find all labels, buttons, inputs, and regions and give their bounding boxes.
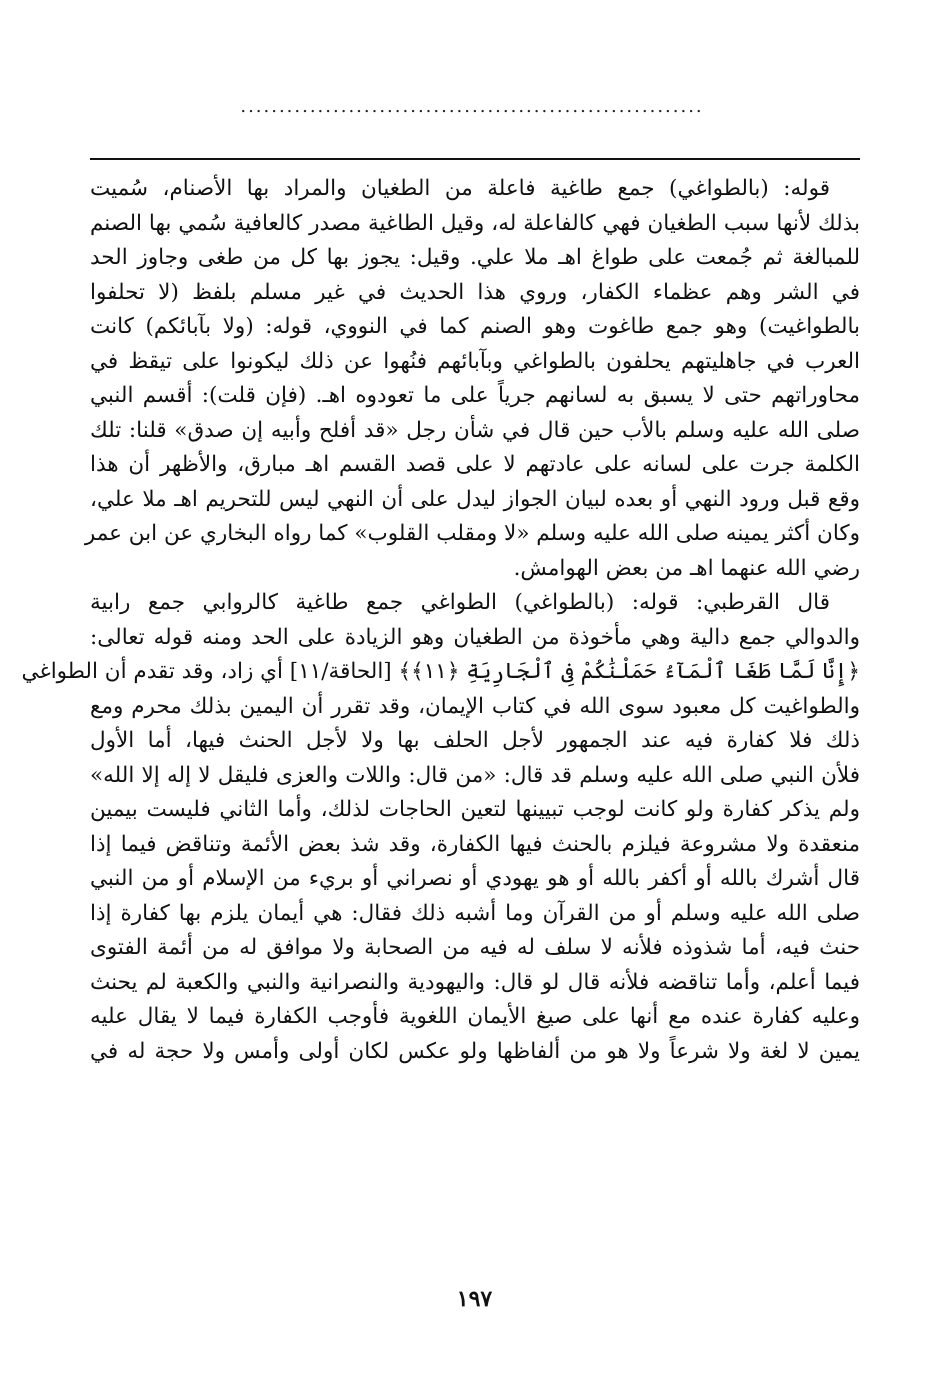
text-line: للمبالغة ثم جُمعت على طواغ اهـ ملا علي. وقيل: يجوز بها كل من طغى وجاوز الحد xyxy=(90,245,860,270)
body-text xyxy=(21,172,860,1069)
text-line: والدوالي جمع دالية وهي مأخوذة من الطغيان وهو الزيادة على الحد ومنه قوله تعالى: xyxy=(90,624,860,650)
text-line: بذلك لأنها سبب الطغيان فهي كالفاعلة له، وقيل الطاغية مصدر كالعافية سُمي بها الصنم xyxy=(90,210,860,236)
text-line: وعليه كفارة عنده مع أنها على صيغ الأيمان اللغوية فأوجب الكفارة فيما لا يقال عليه xyxy=(90,1004,860,1029)
text-line: محاوراتهم حتى لا يسبق به لسانهم جرياً على ما تعودوه اهـ. (فإن قلت): أقسم النبي xyxy=(90,383,860,408)
text-line: ذلك فلا كفارة فيه عند الجمهور لأجل الحلف بها ولا لأجل الحنث فيها، أما الأول xyxy=(90,728,860,753)
dotted-separator: ............................................................ xyxy=(240,96,704,117)
text-line: قوله: (بالطواغي) جمع طاغية فاعلة من الطغيان والمراد بها الأصنام، سُميت xyxy=(90,176,830,201)
text-line: ولم يذكر كفارة ولو كانت لوجب تبيينها لتعين الحاجات لذلك، وأما الثاني فليست بيمين xyxy=(90,797,860,822)
text-line: الكلمة جرت على لسانه على عادتهم لا على قصد القسم اهـ مبارق، والأظهر أن هذا xyxy=(90,452,860,477)
text-line: فلأن النبي صلى الله عليه وسلم قد قال: «من قال: واللات والعزى فليقل لا إله إلا الله» xyxy=(90,762,860,788)
text-line: وكان أكثر يمينه صلى الله عليه وسلم «لا ومقلب القلوب» كما رواه البخاري عن ابن عمر xyxy=(84,521,860,546)
text-line: بالطواغيت) وهو جمع طاغوت وهو الصنم كما في النووي، قوله: (ولا بآبائكم) كانت xyxy=(90,314,860,339)
quran-verse-line: ﴿إِنَّا لَمَّا طَغَا ٱلْمَآءُ حَمَلْنَٰكُمْ فِى ٱلْجَارِيَةِ ﴿١١﴾﴾ [الحاقة/١١] أي زاد، وقد تقدم أن الطواغي xyxy=(21,659,860,684)
text-line: صلى الله عليه وسلم أو من القرآن وما أشبه ذلك فقال: هي أيمان يلزم بها كفارة إذا xyxy=(90,900,860,926)
text-line: فيما أعلم، وأما تناقضه فلأنه قال لو قال: واليهودية والنصرانية والنبي والكعبة لم يحنث xyxy=(90,969,860,995)
text-line: قال أشرك بالله أو أكفر بالله أو هو يهودي أو نصراني أو بريء من الإسلام أو من النبي xyxy=(90,866,860,891)
text-line: منعقدة ولا مشروعة فيلزم بالحنث فيها الكفارة، وقد شذ بعض الأئمة وتناقض فيما إذا xyxy=(90,831,860,857)
text-line: رضي الله عنهما اهـ من بعض الهوامش. xyxy=(513,555,860,581)
text-line: حنث فيه، أما شذوذه فلأنه لا سلف له فيه من الصحابة ولا موافق له من أئمة الفتوى xyxy=(90,935,860,960)
text-line: وقع قبل ورود النهي أو بعده لبيان الجواز ليدل على أن النهي ليس للتحريم اهـ ملا علي، xyxy=(90,486,860,512)
text-line: والطواغيت كل معبود سوى الله في كتاب الإيمان، وقد تقرر أن اليمين بذلك محرم ومع xyxy=(90,693,860,719)
text-line: قال القرطبي: قوله: (بالطواغي) الطواغي جمع طاغية كالروابي جمع رابية xyxy=(90,590,830,615)
text-line: في الشر وهم عظماء الكفار، وروي هذا الحديث في غير مسلم بلفظ (لا تحلفوا xyxy=(90,279,860,305)
header-rule xyxy=(90,158,860,160)
text-line: صلى الله عليه وسلم بالأب حين قال في شأن رجل «قد أفلح وأبيه إن صدق» قلنا: تلك xyxy=(90,417,860,443)
text-line: العرب في جاهليتهم يحلفون بالطواغي وبآبائهم فنُهوا عن ذلك ليكونوا على تيقظ في xyxy=(90,348,860,374)
page-number: ١٩٧ xyxy=(456,1286,493,1312)
text-line: يمين لا لغة ولا شرعاً ولا هو من ألفاظها ولو عكس لكان أولى وأمس ولا حجة له في xyxy=(90,1038,860,1064)
